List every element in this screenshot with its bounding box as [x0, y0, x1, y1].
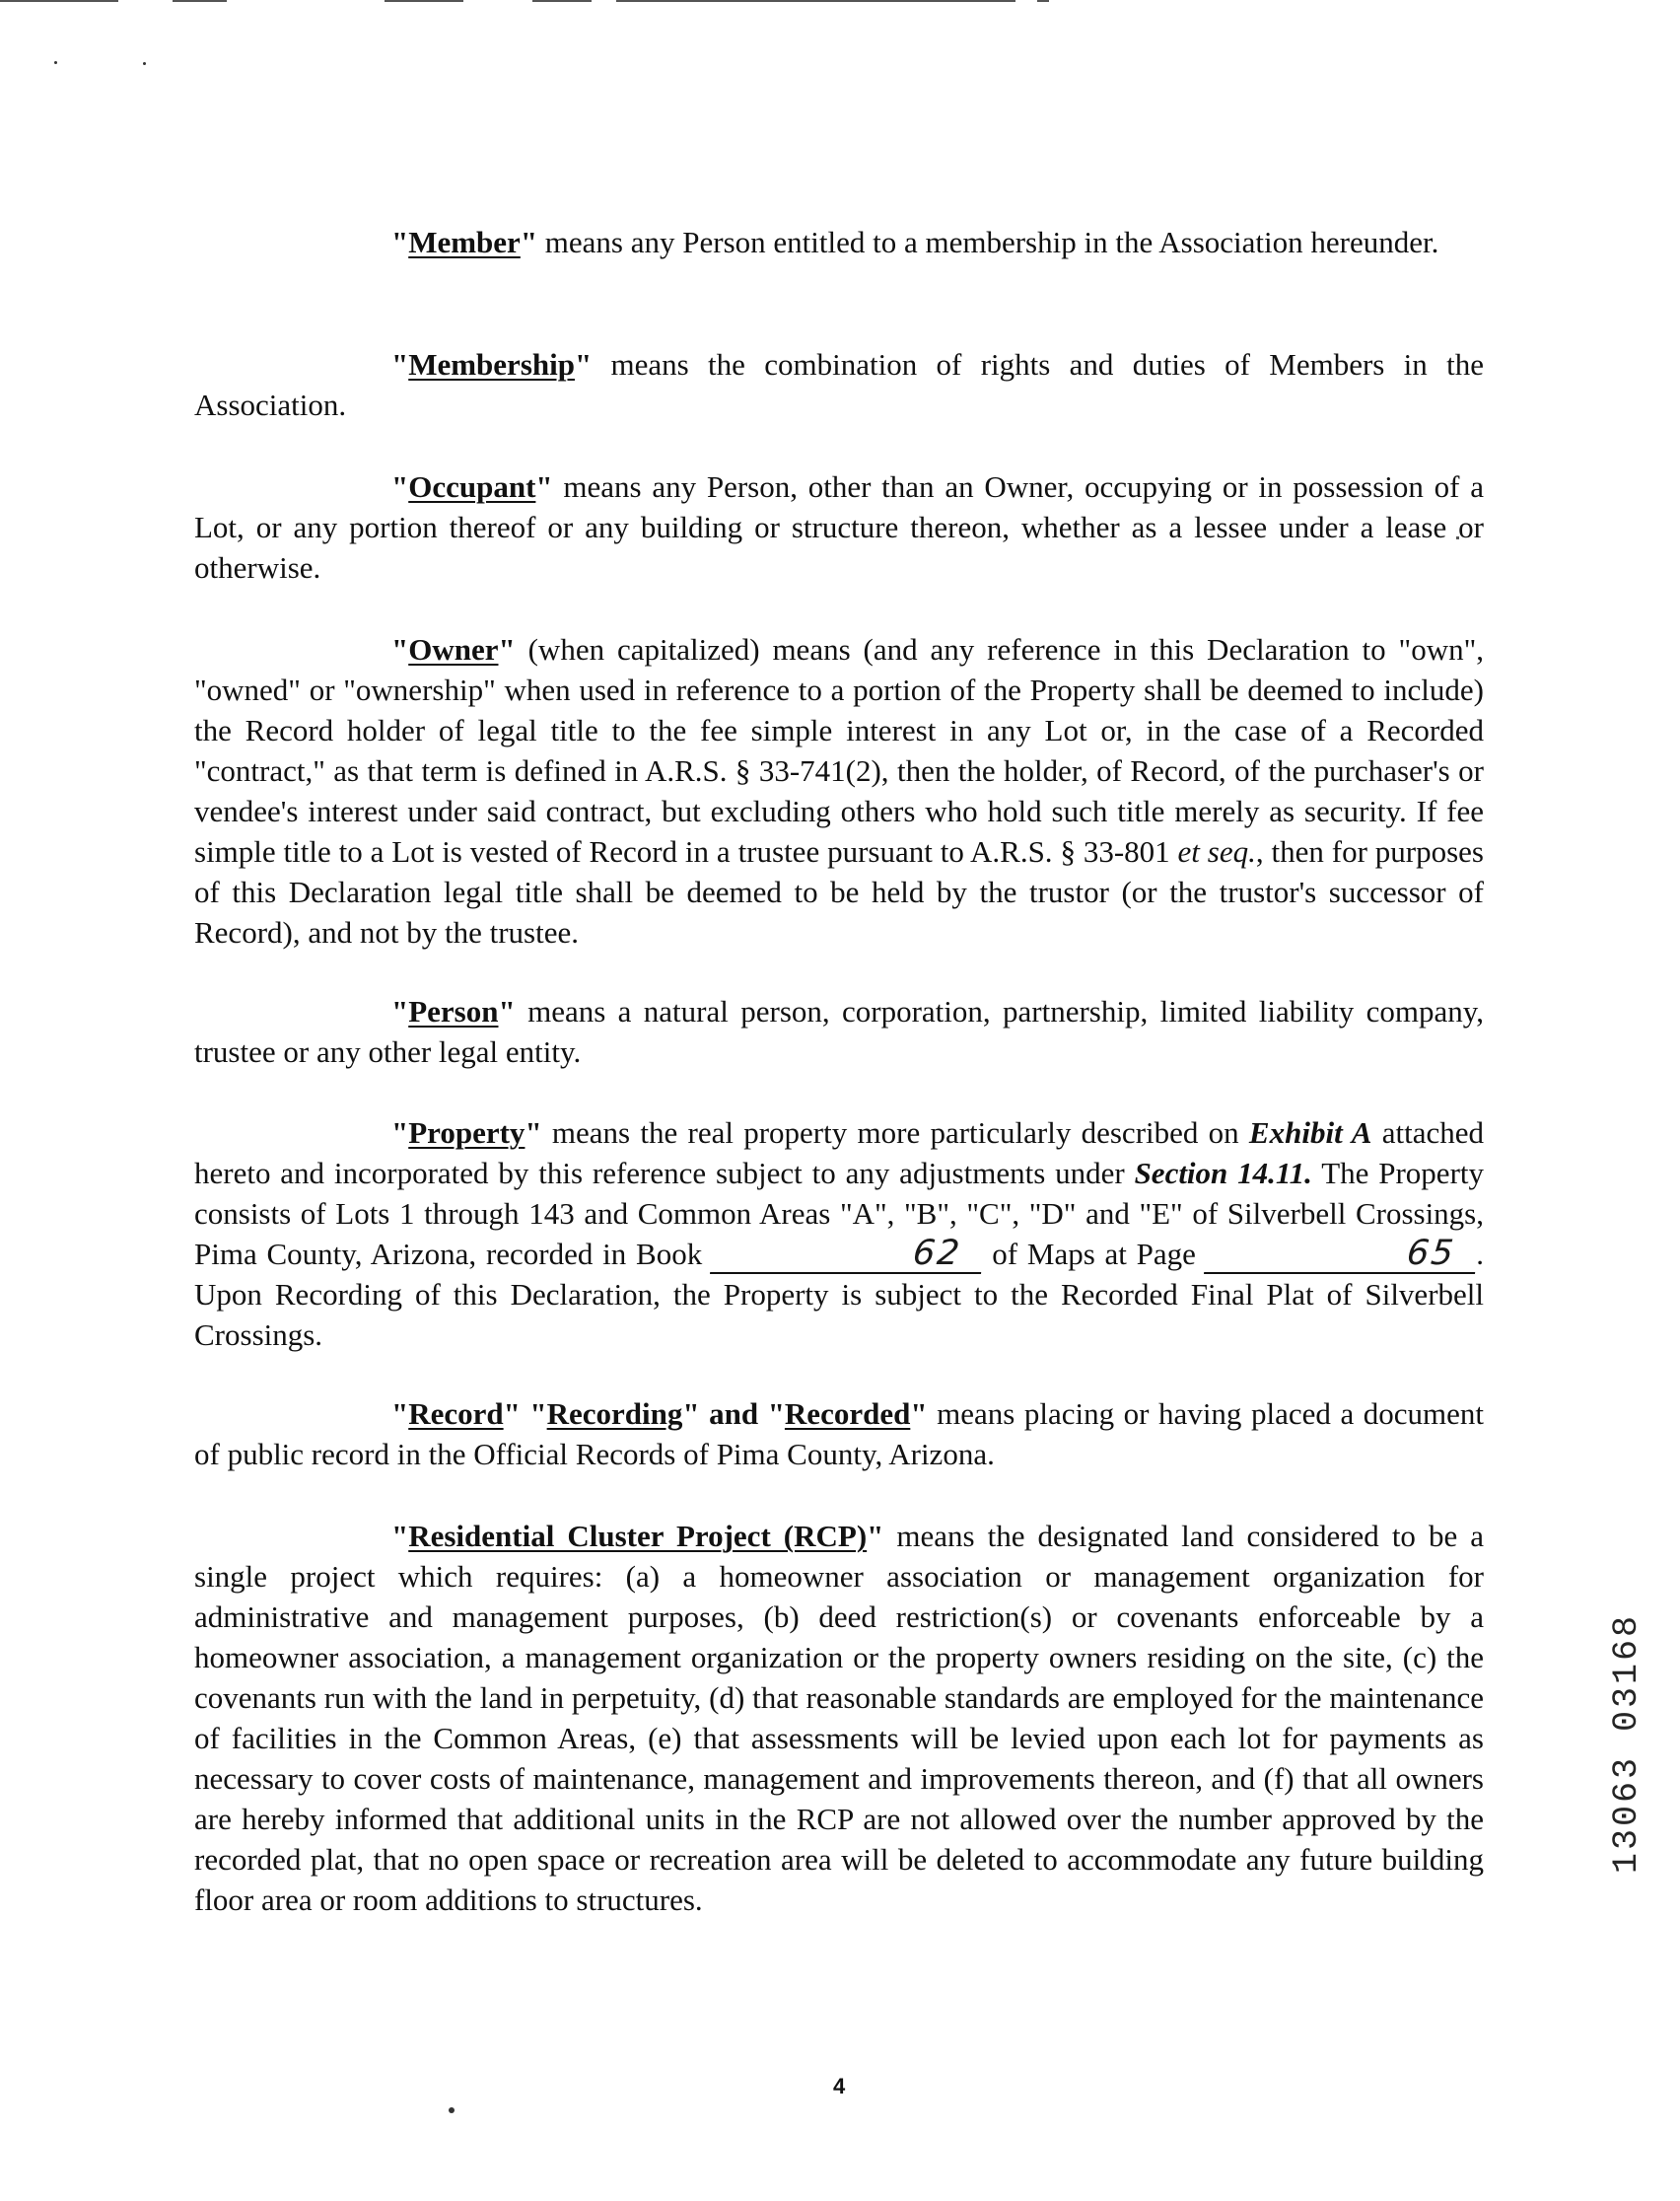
open-quote: " [391, 347, 409, 382]
defined-term-property: Property [408, 1115, 525, 1150]
close-quote: " [525, 1115, 542, 1150]
definition-record [194, 1393, 1484, 1474]
recording-number-stamp: 13063 03168 [1607, 1612, 1646, 1874]
definition-text: means a natural person, corporation, partnership, limited liability company, trustee or any other legal entity. [194, 994, 1484, 1069]
close-quote: " [910, 1396, 928, 1431]
close-quote: " [520, 225, 538, 259]
definition-member [194, 222, 1484, 262]
defined-term-recorded: Recorded [784, 1396, 911, 1431]
definition-rcp [194, 1516, 1484, 1920]
defined-term-member: Member [408, 225, 521, 259]
definition-membership [194, 344, 1484, 425]
definition-text: of Maps at Page [982, 1237, 1206, 1271]
defined-term-membership: Membership [408, 347, 575, 382]
definition-text: means any Person entitled to a membership in the Association hereunder. [537, 225, 1439, 259]
section-reference: Section 14.11. [1134, 1156, 1312, 1190]
open-quote: " [391, 1115, 409, 1150]
definition-property [194, 1112, 1484, 1355]
definition-text: means the real property more particularly described on [541, 1115, 1249, 1150]
definition-text: (when capitalized) means (and any reference in this Declaration to "own", "owned" or "ownership" when used in reference to a portion of the Property shall be deemed to include) the Record holder of legal title to the fee simple interest in any Lot or, in the case of a Recorded "contract," as that term is defined in A.R.S. § 33-741(2), then the holder, of Record, of the purchaser's or vendee's interest under said contract, but excluding others who hold such title merely as security. If fee simple title to a Lot is vested of Record in a trustee pursuant to A.R.S. § 33-801 [194, 632, 1484, 869]
scan-speck [449, 2107, 455, 2113]
defined-term-record: Record [408, 1396, 504, 1431]
definition-text: . Upon Recording of this Declaration, the Property is subject to the Recorded Final Plat of Silverbell Crossings. [194, 1237, 1484, 1352]
exhibit-reference: Exhibit A [1248, 1115, 1372, 1150]
defined-term-person: Person [408, 994, 499, 1029]
defined-term-occupant: Occupant [408, 469, 536, 504]
close-quote: " [498, 994, 516, 1029]
open-quote: " [767, 1396, 785, 1431]
close-quote: " [535, 469, 553, 504]
close-quote: " [682, 1396, 700, 1431]
open-quote: " [391, 225, 409, 259]
defined-term-rcp: Residential Cluster Project (RCP) [408, 1519, 868, 1553]
definition-text: means the designated land considered to be a single project which requires: (a) a homeowner association or management organization for administrative and management purposes, (b) deed restriction(s) or covenants enforceable by a homeowner association, a management organization or the property owners residing on the site, (c) the covenants run with the land in perpetuity, (d) that reasonable standards are employed for the maintenance of facilities in the Common Areas, (e) that assessments will be levied upon each lot for payments as necessary to cover costs of maintenance, management and improvements thereon, and (f) that all owners are hereby informed that additional units in the RCP are not allowed over the number approved by the recorded plat, that no open space or recreation area will be deleted to accommodate any future building floor area or room additions to structures. [194, 1519, 1484, 1917]
close-quote: " [498, 632, 516, 667]
close-quote: " " [503, 1396, 547, 1431]
scan-artifact-lines [0, 0, 1085, 5]
close-quote: " [574, 347, 593, 382]
defined-term-recording: Recording [546, 1396, 683, 1431]
definition-text: , then for purposes of this Declaration legal title shall be deemed to be held by the trustor (or the trustor's successor of Record), and not by the trustee. [194, 834, 1484, 950]
definition-text: means the combination of rights and duties of Members in the Association. [194, 347, 1484, 422]
and-text: and [699, 1396, 768, 1431]
scan-speck [54, 61, 57, 64]
handwritten-page-number: 65 [1204, 1237, 1479, 1274]
scan-speck [143, 62, 146, 65]
et-seq: et seq. [1177, 834, 1256, 869]
open-quote: " [391, 469, 409, 504]
defined-term-owner: Owner [408, 632, 499, 667]
definition-text: The Property consists of Lots 1 through 143 and Common Areas "A", "B", "C", "D" and "E" of Silverbell Crossings, Pima County, Arizona, recorded in Book [194, 1156, 1485, 1271]
close-quote: " [867, 1519, 884, 1553]
page-number: 4 [833, 2074, 846, 2098]
open-quote: " [391, 994, 409, 1029]
open-quote: " [391, 1396, 409, 1431]
definition-person [194, 991, 1484, 1072]
definition-text: means placing or having placed a document of public record in the Official Records of Pima County, Arizona. [194, 1396, 1485, 1471]
definition-text: means any Person, other than an Owner, occupying or in possession of a Lot, or any portion thereof or any building or structure thereon, whether as a lessee under a lease or otherwise. [194, 469, 1484, 585]
definition-occupant [194, 466, 1484, 588]
open-quote: " [391, 632, 409, 667]
open-quote: " [391, 1519, 409, 1553]
definition-text: attached hereto and incorporated by this reference subject to any adjustments under [194, 1115, 1484, 1190]
handwritten-book-number: 62 [710, 1237, 985, 1274]
definition-owner [194, 629, 1484, 953]
